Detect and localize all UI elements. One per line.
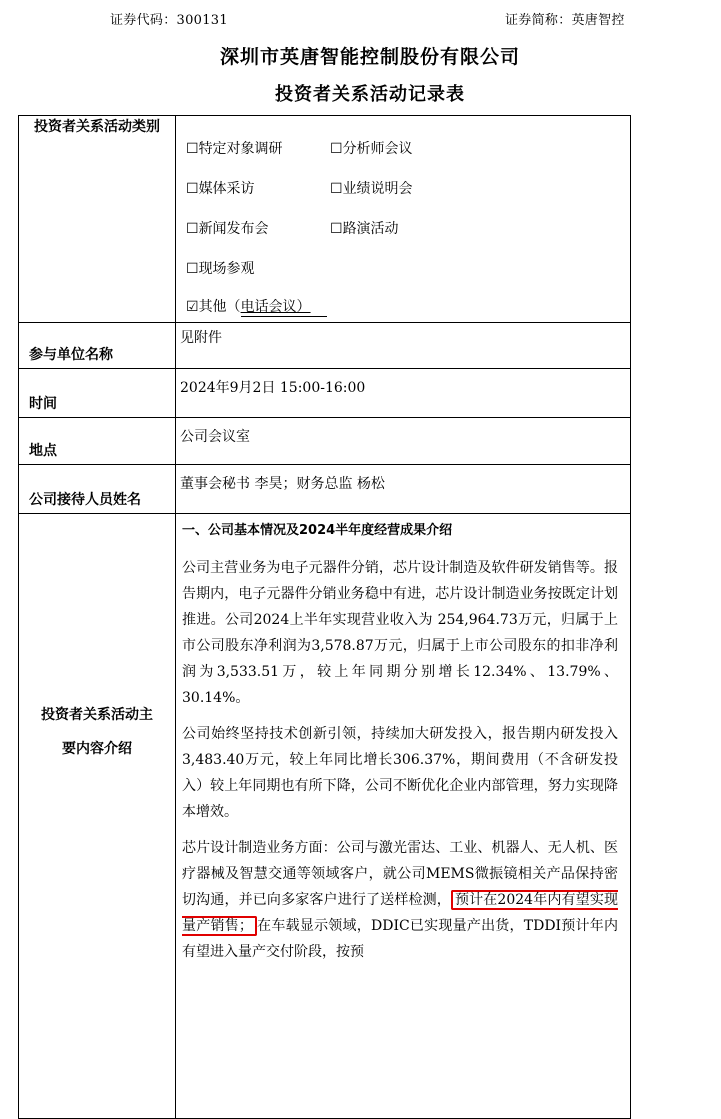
option-label: 媒体采访 — [198, 181, 255, 197]
highlighted-text: 预计在2024年内有望实现量产销售； — [182, 892, 618, 934]
option-label: 业绩说明会 — [342, 181, 413, 197]
activity-type-options — [176, 116, 631, 323]
checkbox-icon: ☐ — [330, 141, 343, 157]
time-value: 2024年9月2日 15:00-16:00 — [176, 369, 631, 418]
stock-code: 证券代码：300131 — [110, 13, 228, 28]
option-press-conference[interactable] — [186, 218, 269, 238]
main-content-label-line1: 投资者关系活动主 — [41, 707, 153, 723]
section-heading: 一、公司基本情况及2024半年度经营成果介绍 — [182, 523, 453, 538]
main-content-row — [19, 514, 631, 1119]
checkbox-icon: ☐ — [330, 181, 343, 197]
option-label: 分析师会议 — [342, 141, 413, 157]
checkbox-icon: ☐ — [330, 221, 343, 237]
activity-type-row — [19, 116, 631, 323]
main-content-label — [19, 514, 176, 1119]
main-content-label-line2: 要内容介绍 — [62, 741, 132, 757]
place-label: 地点 — [19, 418, 176, 465]
stock-abbr: 证券简称：英唐智控 — [505, 13, 625, 28]
option-specific-research[interactable] — [186, 138, 283, 158]
option-analyst-meeting[interactable] — [330, 138, 413, 158]
other-prefix: 其他（ — [198, 299, 241, 315]
option-media-interview[interactable] — [186, 178, 255, 198]
time-label: 时间 — [19, 369, 176, 418]
other-value: 电话会议） — [241, 296, 327, 317]
checkbox-checked-icon: ☑ — [186, 299, 199, 315]
participants-label: 参与单位名称 — [19, 323, 176, 369]
main-content-body — [176, 514, 631, 1119]
option-label: 路演活动 — [342, 221, 399, 237]
option-other[interactable] — [186, 296, 327, 317]
paragraph-business: 公司主营业务为电子元器件分销，芯片设计制造及软件研发销售等。报告期内，电子元器件分销业务稳中有进，芯片设计制造业务按既定计划推进。公司2024上半年实现营业收入为 254,964.73万元，归属于上市公司股东净利润为3,578.87万元，归属于上市公司股东的扣非净利润为3,533.51万，较上年同期分别增长12.34%、13.79%、30.14%。 — [182, 560, 618, 706]
staff-row — [19, 465, 631, 514]
place-row — [19, 418, 631, 465]
record-table — [18, 115, 631, 1119]
option-label: 新闻发布会 — [198, 221, 269, 237]
activity-type-label: 投资者关系活动类别 — [19, 116, 176, 323]
place-value: 公司会议室 — [176, 418, 631, 465]
paragraph-rnd: 公司始终坚持技术创新引领，持续加大研发投入，报告期内研发投入3,483.40万元，较上年同比增长306.37%，期间费用（不含研发投入）较上年同期也有所下降，公司不断优化企业内部管理，努力实现降本增效。 — [182, 726, 618, 820]
checkbox-icon: ☐ — [186, 181, 199, 197]
option-label: 特定对象调研 — [198, 141, 283, 157]
participants-row — [19, 323, 631, 369]
time-row — [19, 369, 631, 418]
option-roadshow[interactable] — [330, 218, 399, 238]
checkbox-icon: ☐ — [186, 261, 199, 277]
option-earnings-briefing[interactable] — [330, 178, 413, 198]
staff-value: 董事会秘书 李昊；财务总监 杨松 — [176, 465, 631, 514]
paragraph-chip: 芯片设计制造业务方面：公司与激光雷达、工业、机器人、无人机、医疗器械及智慧交通等领域客户，就公司MEMS微振镜相关产品保持密切沟通，并已向多家客户进行了送样检测， 预计在2024年内有望实现量产销售； 在车载显示领域，DDIC已实现量产出货，TDDI预计年内有望进入量产交付阶段，按预 — [182, 840, 618, 960]
participants-value: 见附件 — [176, 323, 631, 369]
staff-label: 公司接待人员姓名 — [19, 465, 176, 514]
form-title: 投资者关系活动记录表 — [275, 84, 465, 105]
checkbox-icon: ☐ — [186, 221, 199, 237]
option-label: 现场参观 — [198, 261, 255, 277]
company-title: 深圳市英唐智能控制股份有限公司 — [219, 46, 520, 68]
checkbox-icon: ☐ — [186, 141, 199, 157]
option-site-visit[interactable] — [186, 258, 255, 278]
